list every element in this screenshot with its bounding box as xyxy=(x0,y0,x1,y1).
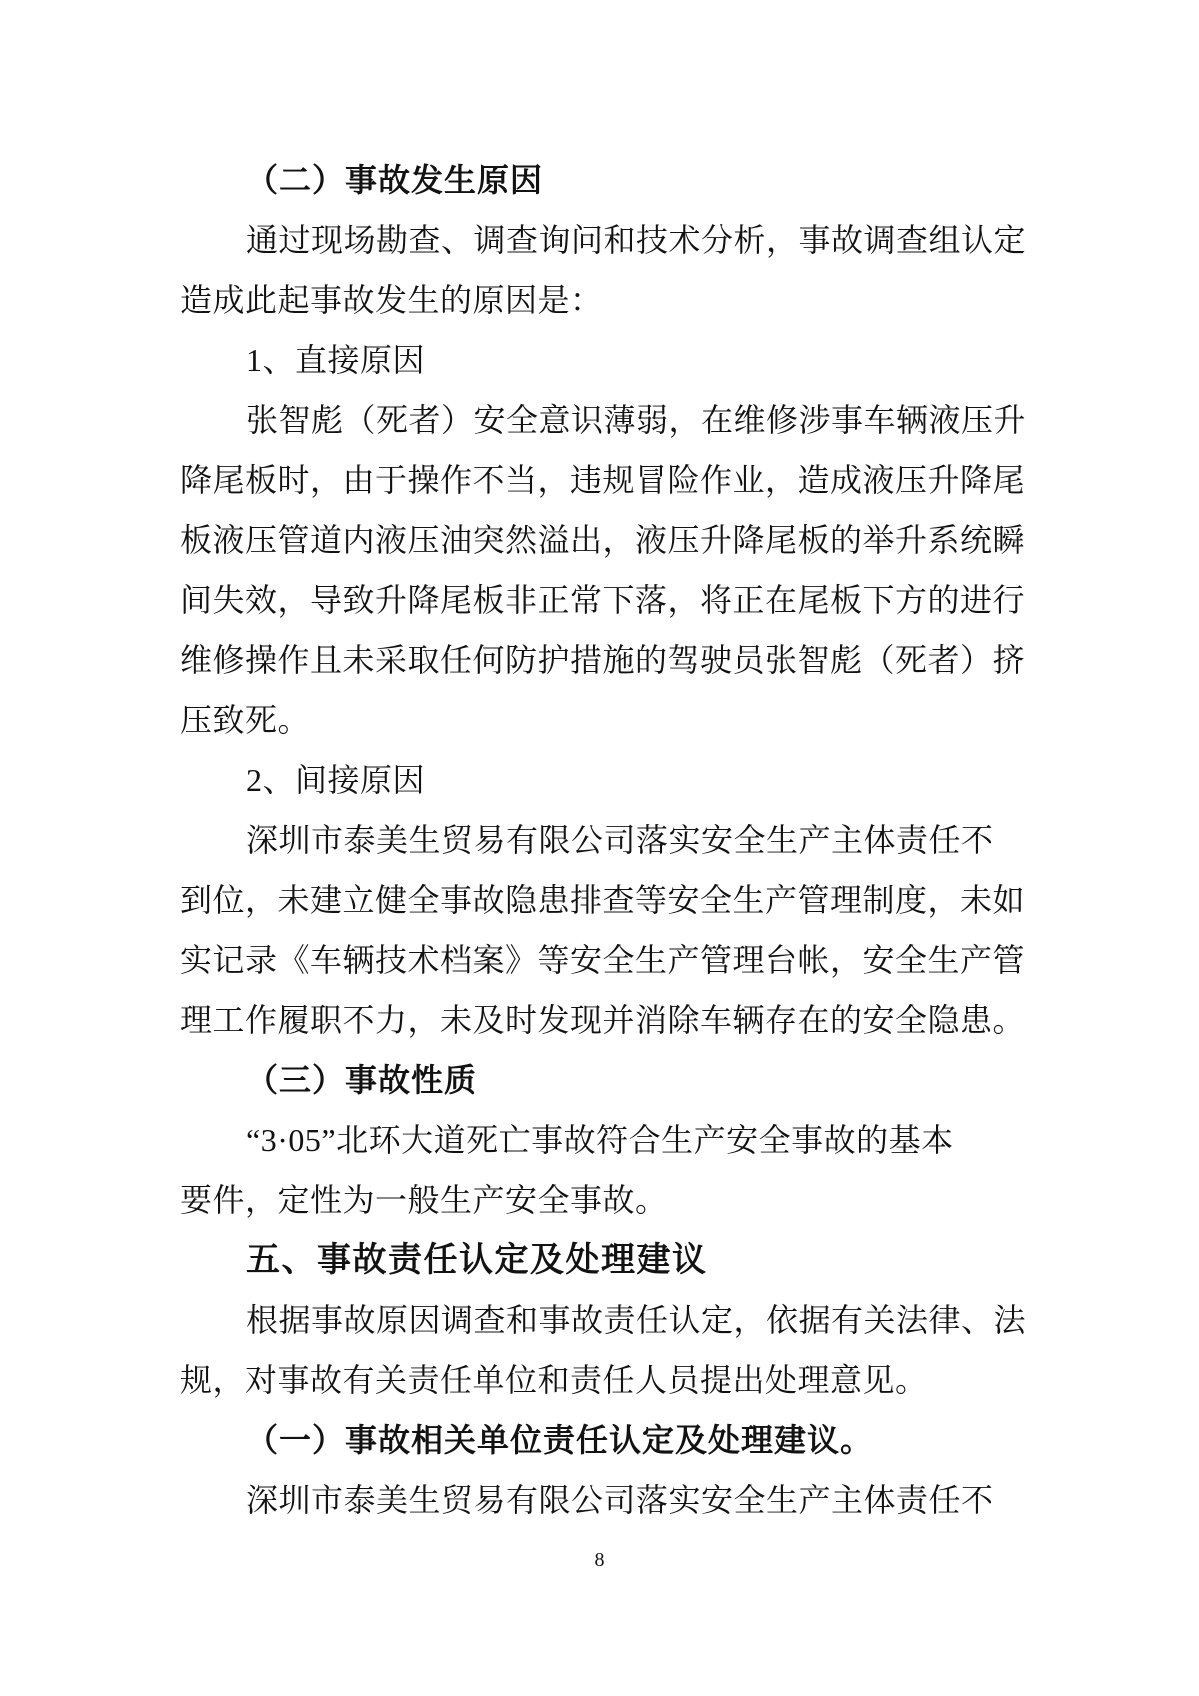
page-footer xyxy=(0,1545,1199,1575)
paragraph-line: 板液压管道内液压油突然溢出，液压升降尾板的举升系统瞬 xyxy=(180,522,1026,558)
paragraph-line: 张智彪（死者）安全意识薄弱，在维修涉事车辆液压升 xyxy=(246,402,1027,438)
paragraph-line: 压致死。 xyxy=(180,702,311,738)
paragraph-line: 维修操作且未采取任何防护措施的驾驶员张智彪（死者）挤 xyxy=(180,642,1026,678)
paragraph-line: 理工作履职不力，未及时发现并消除车辆存在的安全隐患。 xyxy=(180,1002,1026,1038)
paragraph-line: 实记录《车辆技术档案》等安全生产管理台帐，安全生产管 xyxy=(180,942,1026,978)
paragraph-line: 到位，未建立健全事故隐患排查等安全生产管理制度，未如 xyxy=(180,882,1026,918)
section-heading-accident-causes: （二）事故发生原因 xyxy=(246,162,544,198)
list-item-indirect-cause: 2、间接原因 xyxy=(246,762,426,798)
paragraph-line: 根据事故原因调查和事故责任认定，依据有关法律、法 xyxy=(246,1302,1027,1338)
paragraph-line: 深圳市泰美生贸易有限公司落实安全生产主体责任不 xyxy=(246,822,994,858)
paragraph-line: “3·05”北环大道死亡事故符合生产安全事故的基本 xyxy=(246,1122,954,1158)
chapter-heading-responsibility: 五、事故责任认定及处理建议 xyxy=(246,1241,708,1279)
paragraph-line: 通过现场勘查、调查询问和技术分析，事故调查组认定 xyxy=(246,222,1027,258)
paragraph-line: 要件，定性为一般生产安全事故。 xyxy=(180,1182,668,1218)
section-heading-accident-nature: （三）事故性质 xyxy=(246,1062,478,1098)
document-body xyxy=(180,150,1030,1530)
list-item-direct-cause: 1、直接原因 xyxy=(246,342,426,378)
paragraph-line: 降尾板时，由于操作不当，违规冒险作业，造成液压升降尾 xyxy=(180,462,1026,498)
section-heading-unit-responsibility: （一）事故相关单位责任认定及处理建议。 xyxy=(246,1422,874,1458)
paragraph-line: 深圳市泰美生贸易有限公司落实安全生产主体责任不 xyxy=(246,1482,994,1518)
paragraph-line: 规，对事故有关责任单位和责任人员提出处理意见。 xyxy=(180,1362,928,1398)
paragraph-line: 间失效，导致升降尾板非正常下落，将正在尾板下方的进行 xyxy=(180,582,1026,618)
page-number: 8 xyxy=(594,1549,605,1571)
paragraph-line: 造成此起事故发生的原因是： xyxy=(180,282,603,318)
